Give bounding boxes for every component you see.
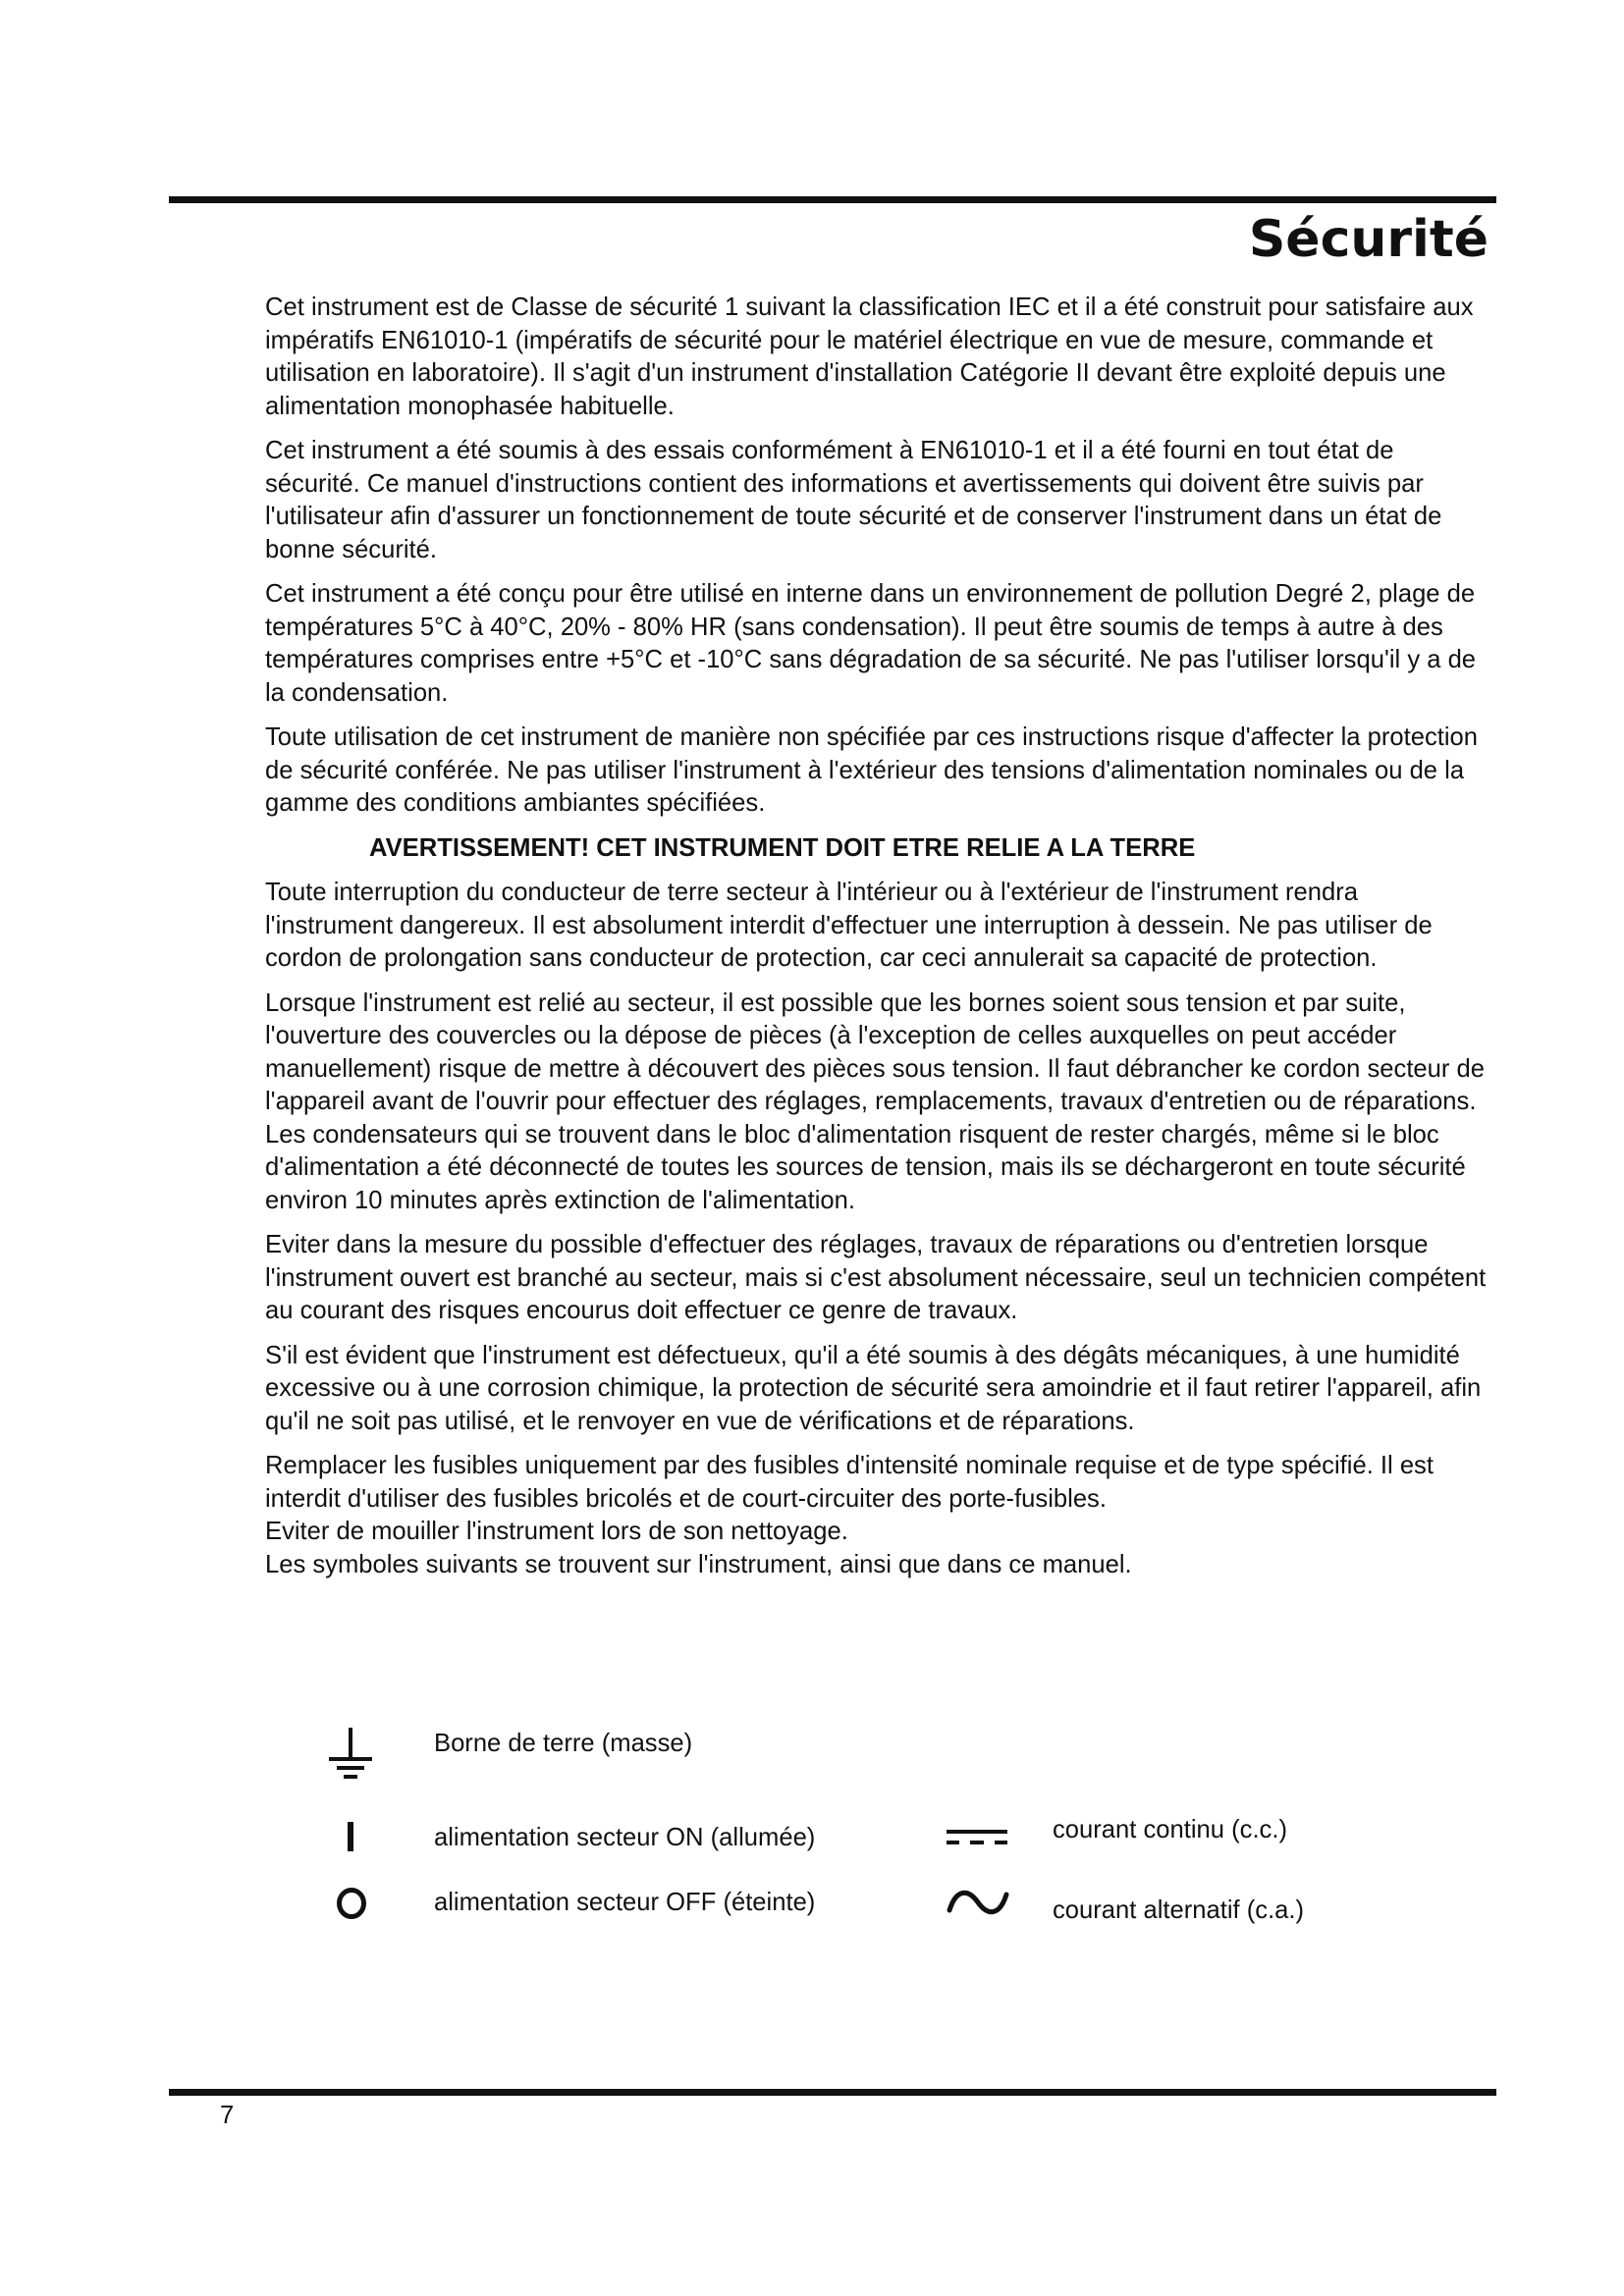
power-off-label: alimentation secteur OFF (éteinte) bbox=[434, 1889, 816, 1916]
paragraph-environment: Cet instrument a été conçu pour être utilisé en interne dans un environnement de pollution Degré 2, plage de températures 5°C à 40°C, 20% - 80% HR (sans condensation). Il peut être soumis de temps à autre à des températures comprises entre +5°C et -10°C sans dégradation de sa sécurité. Ne pas l'utiliser lorsqu'il y a de la condensation. bbox=[265, 580, 1477, 707]
earth-ground-icon bbox=[326, 1728, 375, 1787]
paragraph-testing: Cet instrument a été soumis à des essais conformément à EN61010-1 et il a été fourni en tout état de sécurité. Ce manuel d'instructions contient des informations et avertissements qui doivent être suivis par l'utilisateur afin d'assurer un fonctionnement de toute sécurité et de conserver l'instrument dans un état de bonne sécurité. bbox=[265, 437, 1442, 563]
power-on-label: alimentation secteur ON (allumée) bbox=[434, 1824, 816, 1851]
footer-rule bbox=[169, 2089, 1496, 2096]
paragraph-cleaning: Eviter de mouiller l'instrument lors de son nettoyage. bbox=[265, 1518, 848, 1545]
direct-current-icon bbox=[947, 1828, 1007, 1847]
power-off-icon bbox=[336, 1887, 367, 1920]
earth-ground-label: Borne de terre (masse) bbox=[434, 1730, 693, 1757]
page-title: Sécurité bbox=[1248, 210, 1489, 269]
page-number: 7 bbox=[220, 2102, 235, 2129]
alternating-current-label: courant alternatif (c.a.) bbox=[1053, 1896, 1305, 1924]
paragraph-live-terminals: Lorsque l'instrument est relié au secteur, il est possible que les bornes soient sous tension et par suite, l'ouverture des couvercles ou la dépose de pièces (à l'exception de celles auxquelles on peut accéder manuellement) risque de mettre à découvert des pièces sous tension. Il faut débrancher ke cordon secteur de l'appareil avant de l'ouvrir pour effectuer des réglages, remplacements, travaux d'entretien ou de réparations. Les condensateurs qui se trouvent dans le bloc d'alimentation risquent de rester chargés, même si le bloc d'alimentation a été déconnecté de toutes les sources de tension, mais ils se déchargeront en toute sécurité environ 10 minutes après extinction de l'alimentation. bbox=[265, 988, 1485, 1214]
paragraph-repairs: Eviter dans la mesure du possible d'effectuer des réglages, travaux de réparations ou d'entretien lorsque l'instrument ouvert est branché au secteur, mais si c'est absolument nécessaire, seul un technicien compétent au courant des risques encourus doit effectuer ce genre de travaux. bbox=[265, 1231, 1487, 1324]
safety-text bbox=[265, 292, 1492, 1581]
paragraph-symbols-intro: Les symboles suivants se trouvent sur l'instrument, ainsi que dans ce manuel. bbox=[265, 1550, 1132, 1578]
paragraph-earth-interruption: Toute interruption du conducteur de terre secteur à l'intérieur ou à l'extérieur de l'instrument rendra l'instrument dangereux. Il est absolument interdit d'effectuer une interruption à dessein. Ne pas utiliser de cordon de prolongation sans conducteur de protection, car ceci annulerait sa capacité de protection. bbox=[265, 879, 1433, 972]
symbol-legend bbox=[314, 1728, 1394, 1953]
earth-warning: AVERTISSEMENT! CET INSTRUMENT DOIT ETRE RELIE A LA TERRE bbox=[369, 833, 1196, 862]
paragraph-safety-class: Cet instrument est de Classe de sécurité 1 suivant la classification IEC et il a été construit pour satisfaire aux impératifs EN61010-1 (impératifs de sécurité pour le matériel électrique en vue de mesure, commande et utilisation en laboratoire). Il s'agit d'un instrument d'installation Catégorie II devant être exploité depuis une alimentation monophasée habituelle. bbox=[265, 294, 1474, 420]
paragraph-defective: S'il est évident que l'instrument est défectueux, qu'il a été soumis à des dégâts mécaniques, à une humidité excessive ou à une corrosion chimique, la protection de sécurité sera amoindrie et il faut retirer l'appareil, afin qu'il ne soit pas utilisé, et le renvoyer en vue de vérifications et de réparations. bbox=[265, 1341, 1482, 1435]
paragraph-fuses: Remplacer les fusibles uniquement par des fusibles d'intensité nominale requise et de type spécifié. Il est interdit d'utiliser des fusibles bricolés et de court-circuiter des porte-fusibles. bbox=[265, 1452, 1434, 1513]
direct-current-label: courant continu (c.c.) bbox=[1053, 1816, 1287, 1843]
paragraph-misuse: Toute utilisation de cet instrument de manière non spécifiée par ces instructions risque d'affecter la protection de sécurité conférée. Ne pas utiliser l'instrument à l'extérieur des tensions d'alimentation nominales ou de la gamme des conditions ambiantes spécifiées. bbox=[265, 723, 1479, 817]
power-on-icon bbox=[347, 1822, 354, 1851]
alternating-current-icon bbox=[947, 1885, 1009, 1920]
header-rule bbox=[169, 196, 1496, 203]
